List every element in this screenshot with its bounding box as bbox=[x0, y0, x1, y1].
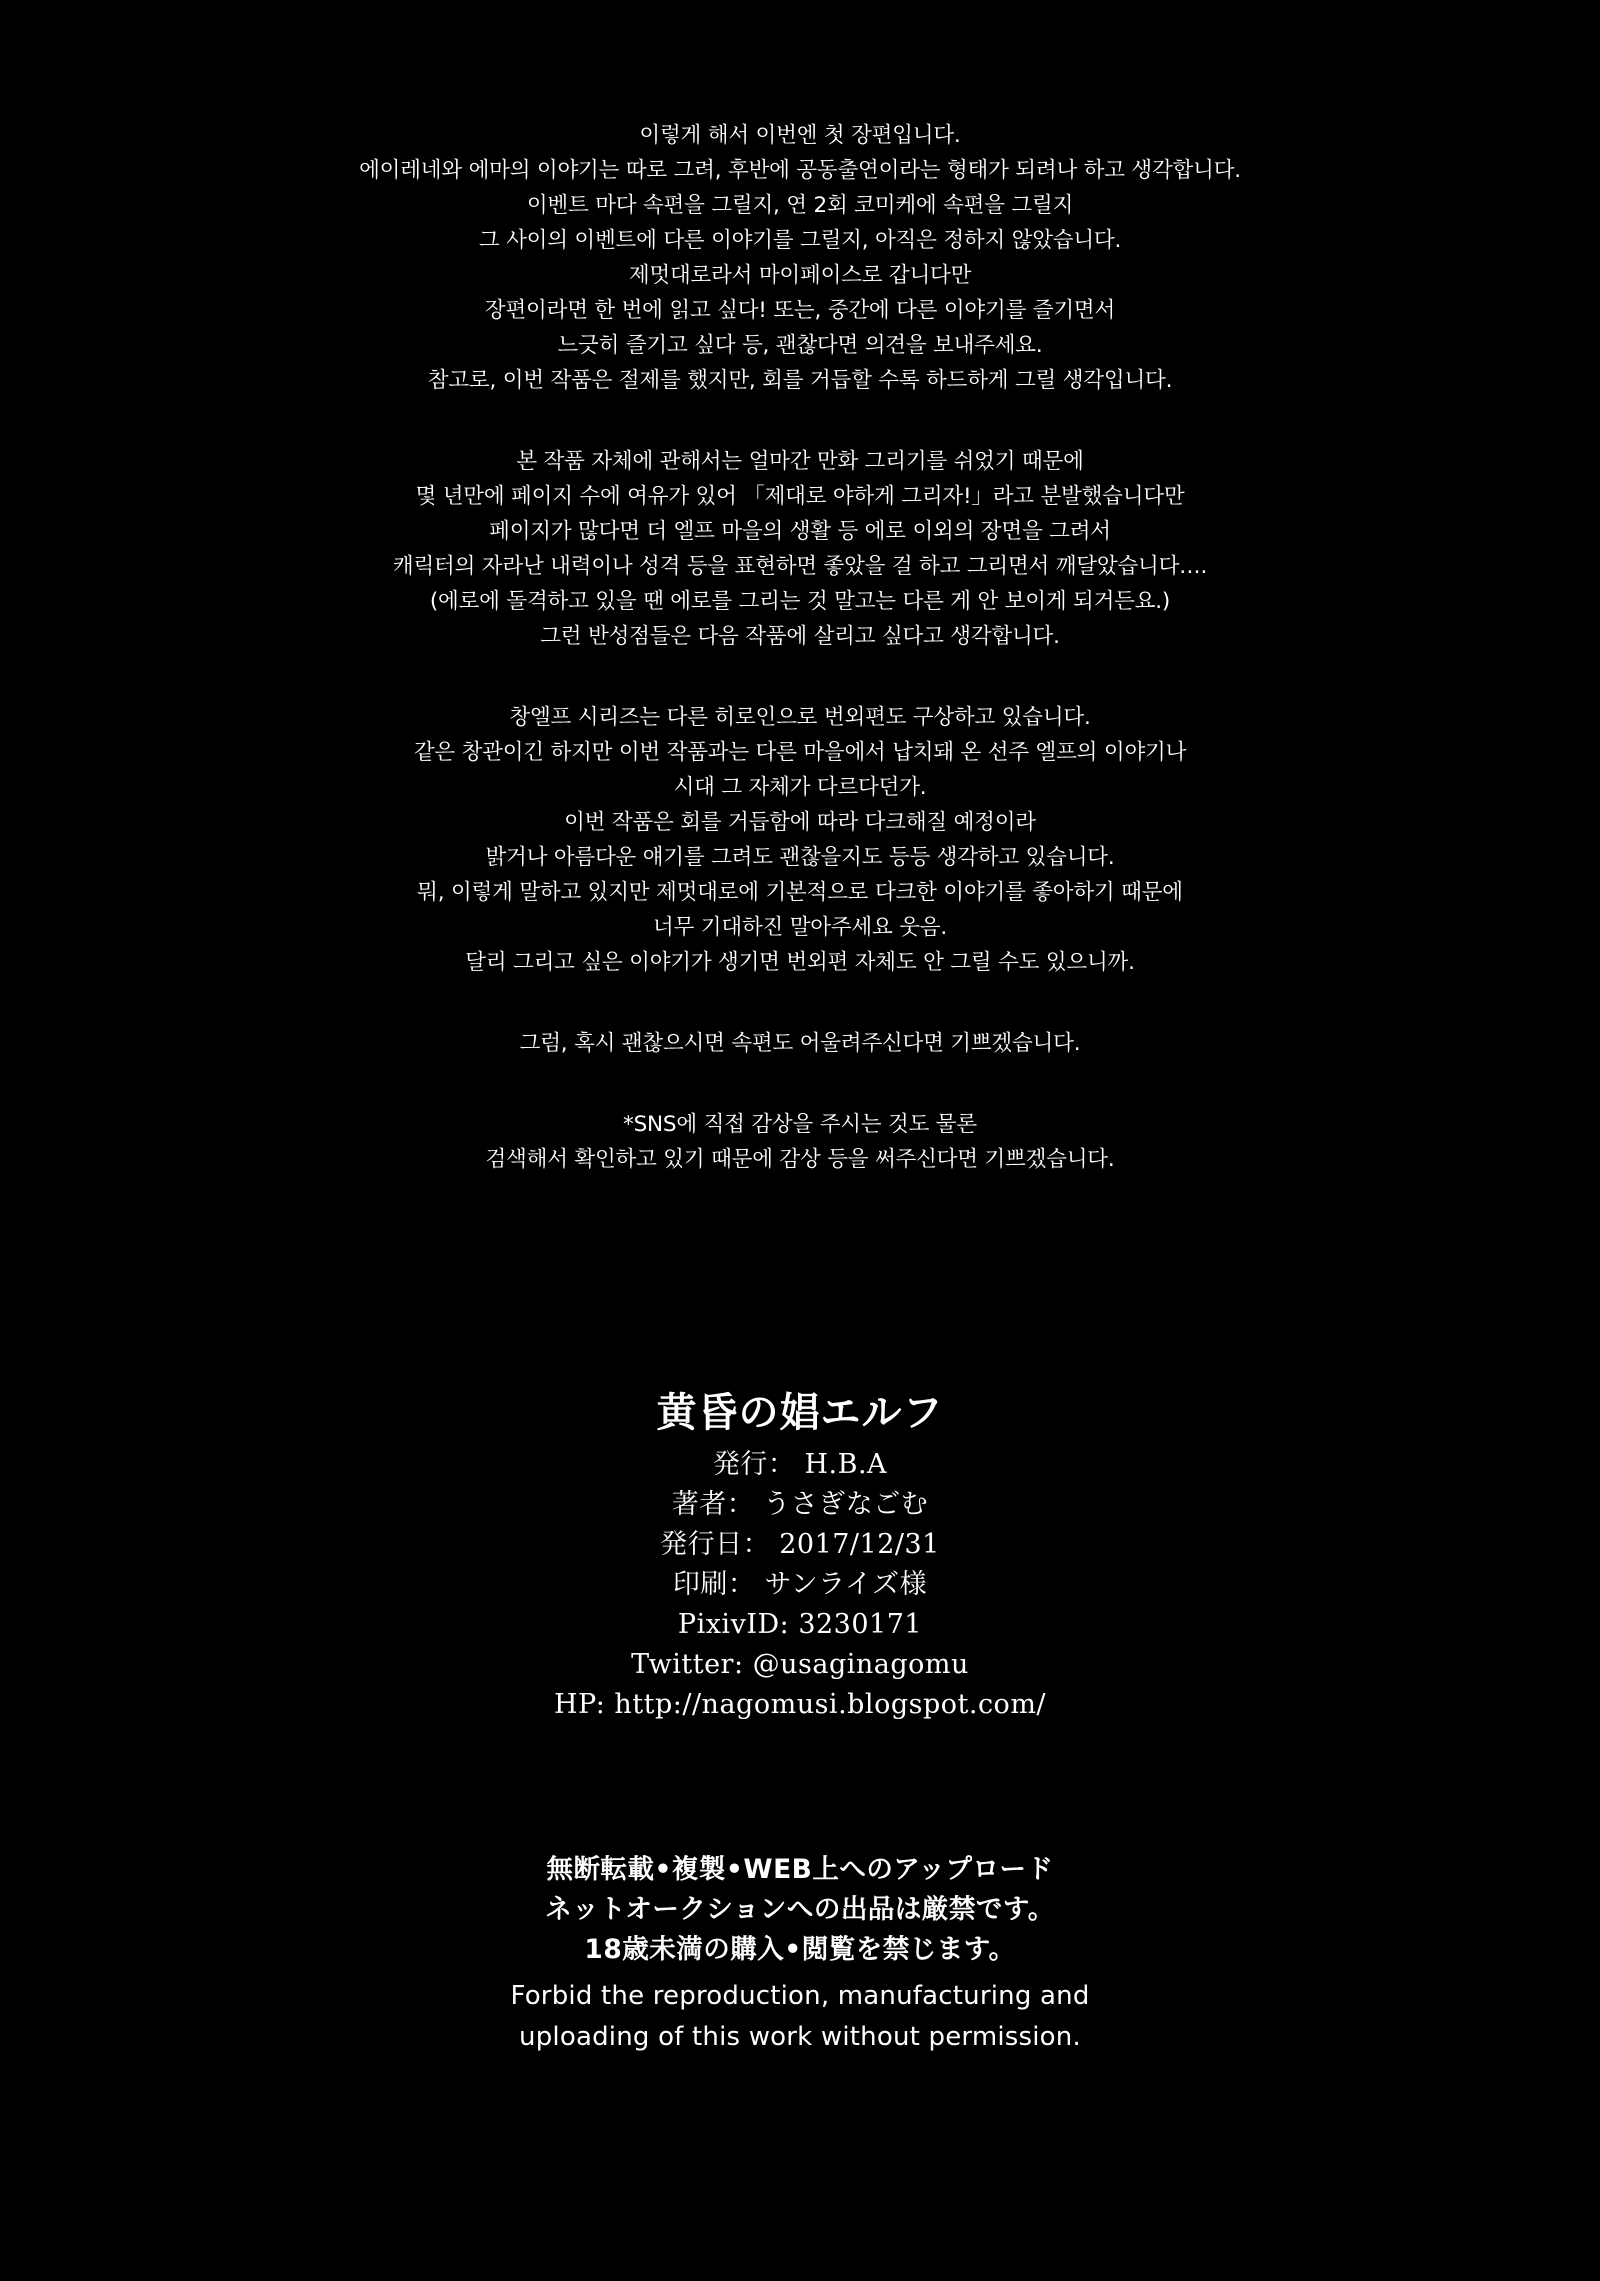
afterword-paragraph bbox=[0, 118, 1600, 398]
notice-line-en: Forbid the reproduction, manufacturing and bbox=[510, 1981, 1090, 2011]
afterword-line: 에이레네와 에마의 이야기는 따로 그려, 후반에 공동출연이라는 형태가 되려나 하고 생각합니다. bbox=[359, 158, 1241, 183]
afterword-line: *SNS에 직접 감상을 주시는 것도 물론 bbox=[623, 1112, 977, 1137]
homepage-line: HP: http://nagomusi.blogspot.com/ bbox=[553, 1689, 1047, 1720]
afterword-line: 장편이라면 한 번에 읽고 싶다! 또는, 중간에 다른 이야기를 즐기면서 bbox=[484, 298, 1116, 323]
copyright-notice-block bbox=[0, 1850, 1600, 2058]
notice-line-jp: 無断転載•複製•WEB上へのアップロード bbox=[546, 1854, 1054, 1885]
colophon-block bbox=[0, 1385, 1600, 1725]
author-line: 著者： うさぎなごむ bbox=[671, 1489, 929, 1520]
afterword-line: 같은 창관이긴 하지만 이번 작품과는 다른 마을에서 납치돼 온 선주 엘프의 이야기나 bbox=[413, 740, 1187, 765]
afterword-line: 캐릭터의 자라난 내력이나 성격 등을 표현하면 좋았을 걸 하고 그리면서 깨달았습니다…. bbox=[392, 554, 1208, 579]
afterword-line: 이번 작품은 회를 거듭함에 따라 다크해질 예정이라 bbox=[564, 810, 1036, 835]
afterword-line: 그럼, 혹시 괜찮으시면 속편도 어울려주신다면 기쁘겠습니다. bbox=[519, 1031, 1081, 1056]
afterword-line: 달리 그리고 싶은 이야기가 생기면 번외편 자체도 안 그릴 수도 있으니까. bbox=[465, 950, 1135, 975]
notice-line-jp: ネットオークションへの出品は厳禁です。 bbox=[545, 1894, 1055, 1925]
afterword-line: 본 작품 자체에 관해서는 얼마간 만화 그리기를 쉬었기 때문에 bbox=[516, 449, 1084, 474]
afterword-paragraph bbox=[0, 700, 1600, 980]
afterword-line: 밝거나 아름다운 얘기를 그려도 괜찮을지도 등등 생각하고 있습니다. bbox=[485, 845, 1115, 870]
pixiv-id-line: PixivID: 3230171 bbox=[677, 1609, 923, 1640]
afterword-paragraph bbox=[0, 1026, 1600, 1061]
afterword-line: 검색해서 확인하고 있기 때문에 감상 등을 써주신다면 기쁘겠습니다. bbox=[485, 1147, 1115, 1172]
afterword-text-block bbox=[0, 118, 1600, 1207]
publication-date-line: 発行日： 2017/12/31 bbox=[660, 1529, 940, 1560]
afterword-line: 느긋히 즐기고 싶다 등, 괜찮다면 의견을 보내주세요. bbox=[557, 333, 1043, 358]
afterword-line: (에로에 돌격하고 있을 땐 에로를 그리는 것 말고는 다른 게 안 보이게 되거든요.) bbox=[429, 589, 1171, 614]
notice-line-en: uploading of this work without permission. bbox=[519, 2022, 1081, 2052]
afterword-line: 페이지가 많다면 더 엘프 마을의 생활 등 에로 이외의 장면을 그려서 bbox=[489, 519, 1111, 544]
afterword-line: 이렇게 해서 이번엔 첫 장편입니다. bbox=[639, 123, 961, 148]
afterword-line: 너무 기대하진 말아주세요 웃음. bbox=[653, 915, 947, 940]
afterword-line: 뭐, 이렇게 말하고 있지만 제멋대로에 기본적으로 다크한 이야기를 좋아하기 때문에 bbox=[417, 880, 1183, 905]
afterword-paragraph bbox=[0, 444, 1600, 654]
afterword-line: 참고로, 이번 작품은 절제를 했지만, 회를 거듭할 수록 하드하게 그릴 생각입니다. bbox=[427, 368, 1173, 393]
notice-line-jp: 18歳未満の購入•閲覧を禁じます。 bbox=[584, 1934, 1016, 1965]
twitter-line: Twitter: @usaginagomu bbox=[631, 1649, 969, 1680]
printer-line: 印刷： サンライズ様 bbox=[672, 1569, 928, 1600]
work-title: 黄昏の娼エルフ bbox=[656, 1389, 944, 1436]
afterword-line: 이벤트 마다 속편을 그릴지, 연 2회 코미케에 속편을 그릴지 bbox=[526, 193, 1074, 218]
afterword-paragraph bbox=[0, 1107, 1600, 1177]
afterword-line: 몇 년만에 페이지 수에 여유가 있어 「제대로 야하게 그리자!」라고 분발했습니다만 bbox=[415, 484, 1185, 509]
afterword-line: 창엘프 시리즈는 다른 히로인으로 번외편도 구상하고 있습니다. bbox=[509, 705, 1091, 730]
afterword-line: 제멋대로라서 마이페이스로 갑니다만 bbox=[628, 263, 972, 288]
publisher-line: 発行： H.B.A bbox=[712, 1449, 888, 1480]
afterword-line: 그런 반성점들은 다음 작품에 살리고 싶다고 생각합니다. bbox=[540, 624, 1060, 649]
afterword-line: 그 사이의 이벤트에 다른 이야기를 그릴지, 아직은 정하지 않았습니다. bbox=[478, 228, 1122, 253]
afterword-line: 시대 그 자체가 다르다던가. bbox=[673, 775, 927, 800]
